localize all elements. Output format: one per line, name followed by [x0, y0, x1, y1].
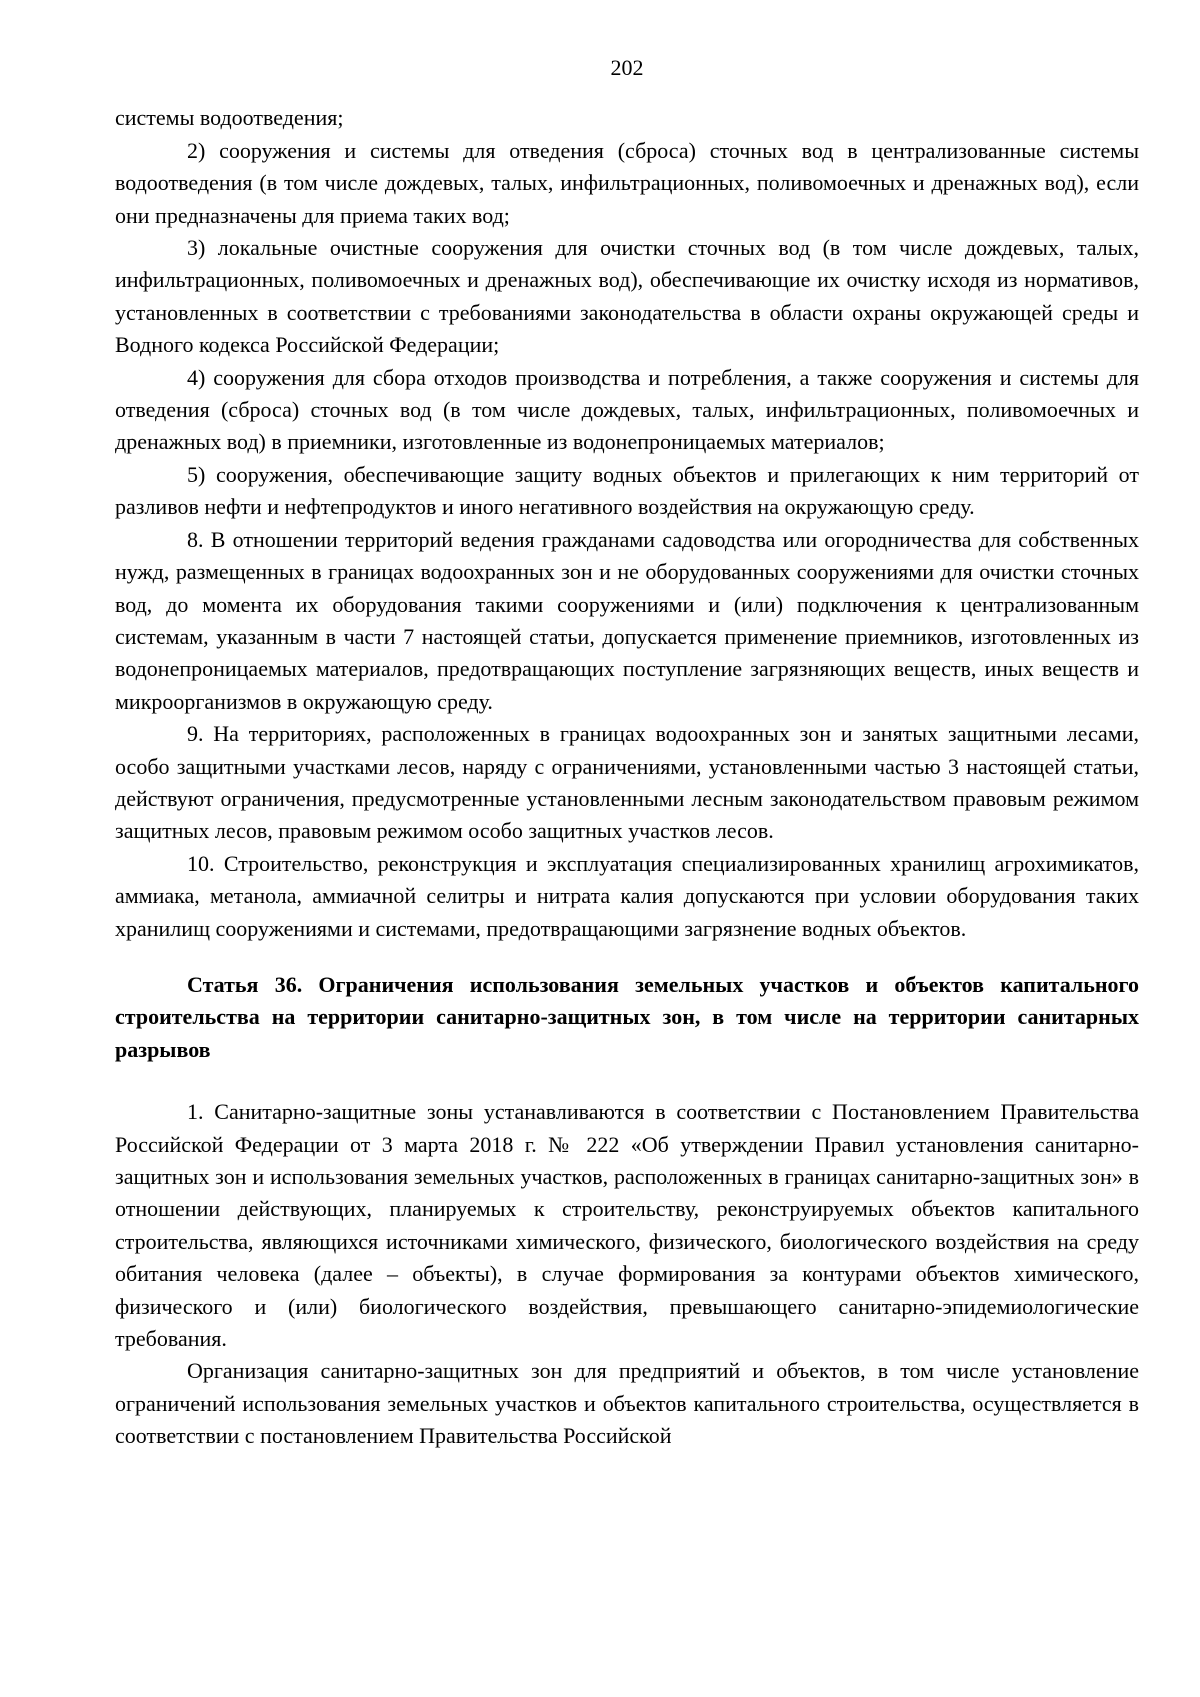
paragraph-continuation: системы водоотведения; — [115, 105, 344, 131]
list-item-4: 4) сооружения для сбора отходов производства и потребления, а также сооружения и системы для отведения (сброса) сточных вод (в том числе дождевых, талых, инфильтрационных, поливомоечных и дренажных вод) в приемники, изготовленные из водонепроницаемых материалов; — [115, 364, 1139, 455]
list-item-5: 5) сооружения, обеспечивающие защиту водных объектов и прилегающих к ним территорий от разливов нефти и нефтепродуктов и иного негативного воздействия на окружающую среду. — [115, 461, 1139, 520]
page-number: 202 — [610, 55, 644, 80]
article-heading: Статья 36. Ограничения использования земельных участков и объектов капитального строительства на территории санитарно-защитных зон, в том числе на территории санитарных разрывов — [115, 971, 1139, 1062]
list-item-2: 2) сооружения и системы для отведения (сброса) сточных вод в централизованные системы водоотведения (в том числе дождевых, талых, инфильтрационных, поливомоечных и дренажных вод), если они предназначены для приема таких вод; — [115, 137, 1139, 228]
article-36-paragraph-2: Организация санитарно-защитных зон для предприятий и объектов, в том числе установление ограничений использования земельных участков и объектов капитального строительства, осуществляется в соответствии с постановлением Правительства Российской — [115, 1358, 1139, 1449]
paragraph-8: 8. В отношении территорий ведения гражданами садоводства или огородничества для собственных нужд, размещенных в границах водоохранных зон и не оборудованных сооружениями для очистки сточных вод, до момента их оборудования такими сооружениями и (или) подключения к централизованным системам, указанным в части 7 настоящей статьи, допускается применение приемников, изготовленных из водонепроницаемых материалов, предотвращающих поступление загрязняющих веществ, иных веществ и микроорганизмов в окружающую среду. — [115, 526, 1139, 714]
list-item-3: 3) локальные очистные сооружения для очистки сточных вод (в том числе дождевых, талых, инфильтрационных, поливомоечных и дренажных вод), обеспечивающие их очистку исходя из нормативов, установленных в соответствии с требованиями законодательства в области охраны окружающей среды и Водного кодекса Российской Федерации; — [115, 235, 1139, 358]
article-36-paragraph-1: 1. Санитарно-защитные зоны устанавливаются в соответствии с Постановлением Правительства Российской Федерации от 3 марта 2018 г. № 222 «Об утверждении Правил установления санитарно-защитных зон и использования земельных участков, расположенных в границах санитарно-защитных зон» в отношении действующих, планируемых к строительству, реконструируемых объектов капитального строительства, являющихся источниками химического, физического, биологического воздействия на среду обитания человека (далее – объекты), в случае формирования за контурами объектов химического, физического и (или) биологического воздействия, превышающего санитарно-эпидемиологические требования. — [115, 1099, 1139, 1352]
paragraph-10: 10. Строительство, реконструкция и эксплуатация специализированных хранилищ агрохимикатов, аммиака, метанола, аммиачной селитры и нитрата калия допускаются при условии оборудования таких хранилищ сооружениями и системами, предотвращающими загрязнение водных объектов. — [115, 850, 1139, 941]
paragraph-9: 9. На территориях, расположенных в границах водоохранных зон и занятых защитными лесами, особо защитными участками лесов, наряду с ограничениями, установленными частью 3 настоящей статьи, действуют ограничения, предусмотренные установленными лесным законодательством правовым режимом защитных лесов, правовым режимом особо защитных участков лесов. — [115, 721, 1139, 844]
